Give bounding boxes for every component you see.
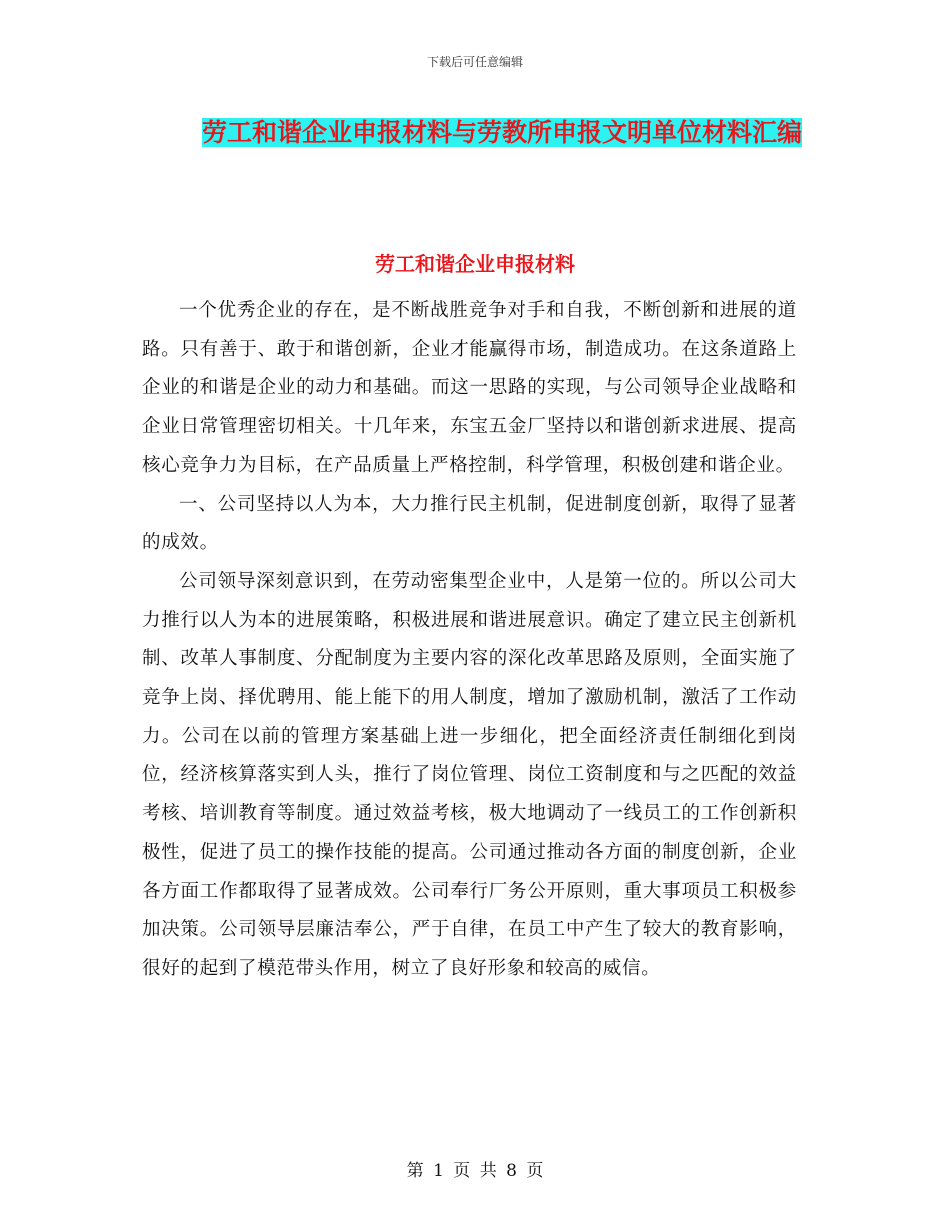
page-footer: 第 1 页 共 8 页 — [406, 1161, 544, 1181]
header-note: 下载后可任意编辑 — [426, 55, 523, 69]
section-title: 劳工和谐企业申报材料 — [375, 252, 575, 276]
paragraph: 一个优秀企业的存在，是不断战胜竞争对手和自我，不断创新和进展的道路。只有善于、敢于和谐创新，企业才能赢得市场，制造成功。在这条道路上企业的和谐是企业的动力和基础。而这一思路的实现，与公司领导企业战略和企业日常管理密切相关。十几年来，东宝五金厂坚持以和谐创新求进展、提高核心竞争力为目标，在产品质量上严格控制，科学管理，积极创建和谐企业。 — [142, 300, 797, 476]
document-title — [192, 112, 812, 154]
paragraph: 公司领导深刻意识到，在劳动密集型企业中，人是第一位的。所以公司大力推行以人为本的进展策略，积极进展和谐进展意识。确定了建立民主创新机制、改革人事制度、分配制度为主要内容的深化改革思路及原则，全面实施了竞争上岗、择优聘用、能上能下的用人制度，增加了激励机制，激活了工作动力。公司在以前的管理方案基础上进一步细化，把全面经济责任制细化到岗位，经济核算落实到人头，推行了岗位管理、岗位工资制度和与之匹配的效益考核、培训教育等制度。通过效益考核，极大地调动了一线员工的工作创新积极性，促进了员工的操作技能的提高。公司通过推动各方面的制度创新，企业各方面工作都取得了显著成效。公司奉行厂务公开原则，重大事项员工积极参加决策。公司领导层廉洁奉公，严于自律，在员工中产生了较大的教育影响，很好的起到了模范带头作用，树立了良好形象和较高的威信。 — [142, 570, 797, 979]
document-title-text: 劳工和谐企业申报材料与劳教所申报文明单位材料汇编 — [201, 118, 802, 147]
paragraph: 一、公司坚持以人为本，大力推行民主机制，促进制度创新，取得了显著的成效。 — [142, 493, 797, 554]
body-text — [142, 292, 797, 989]
